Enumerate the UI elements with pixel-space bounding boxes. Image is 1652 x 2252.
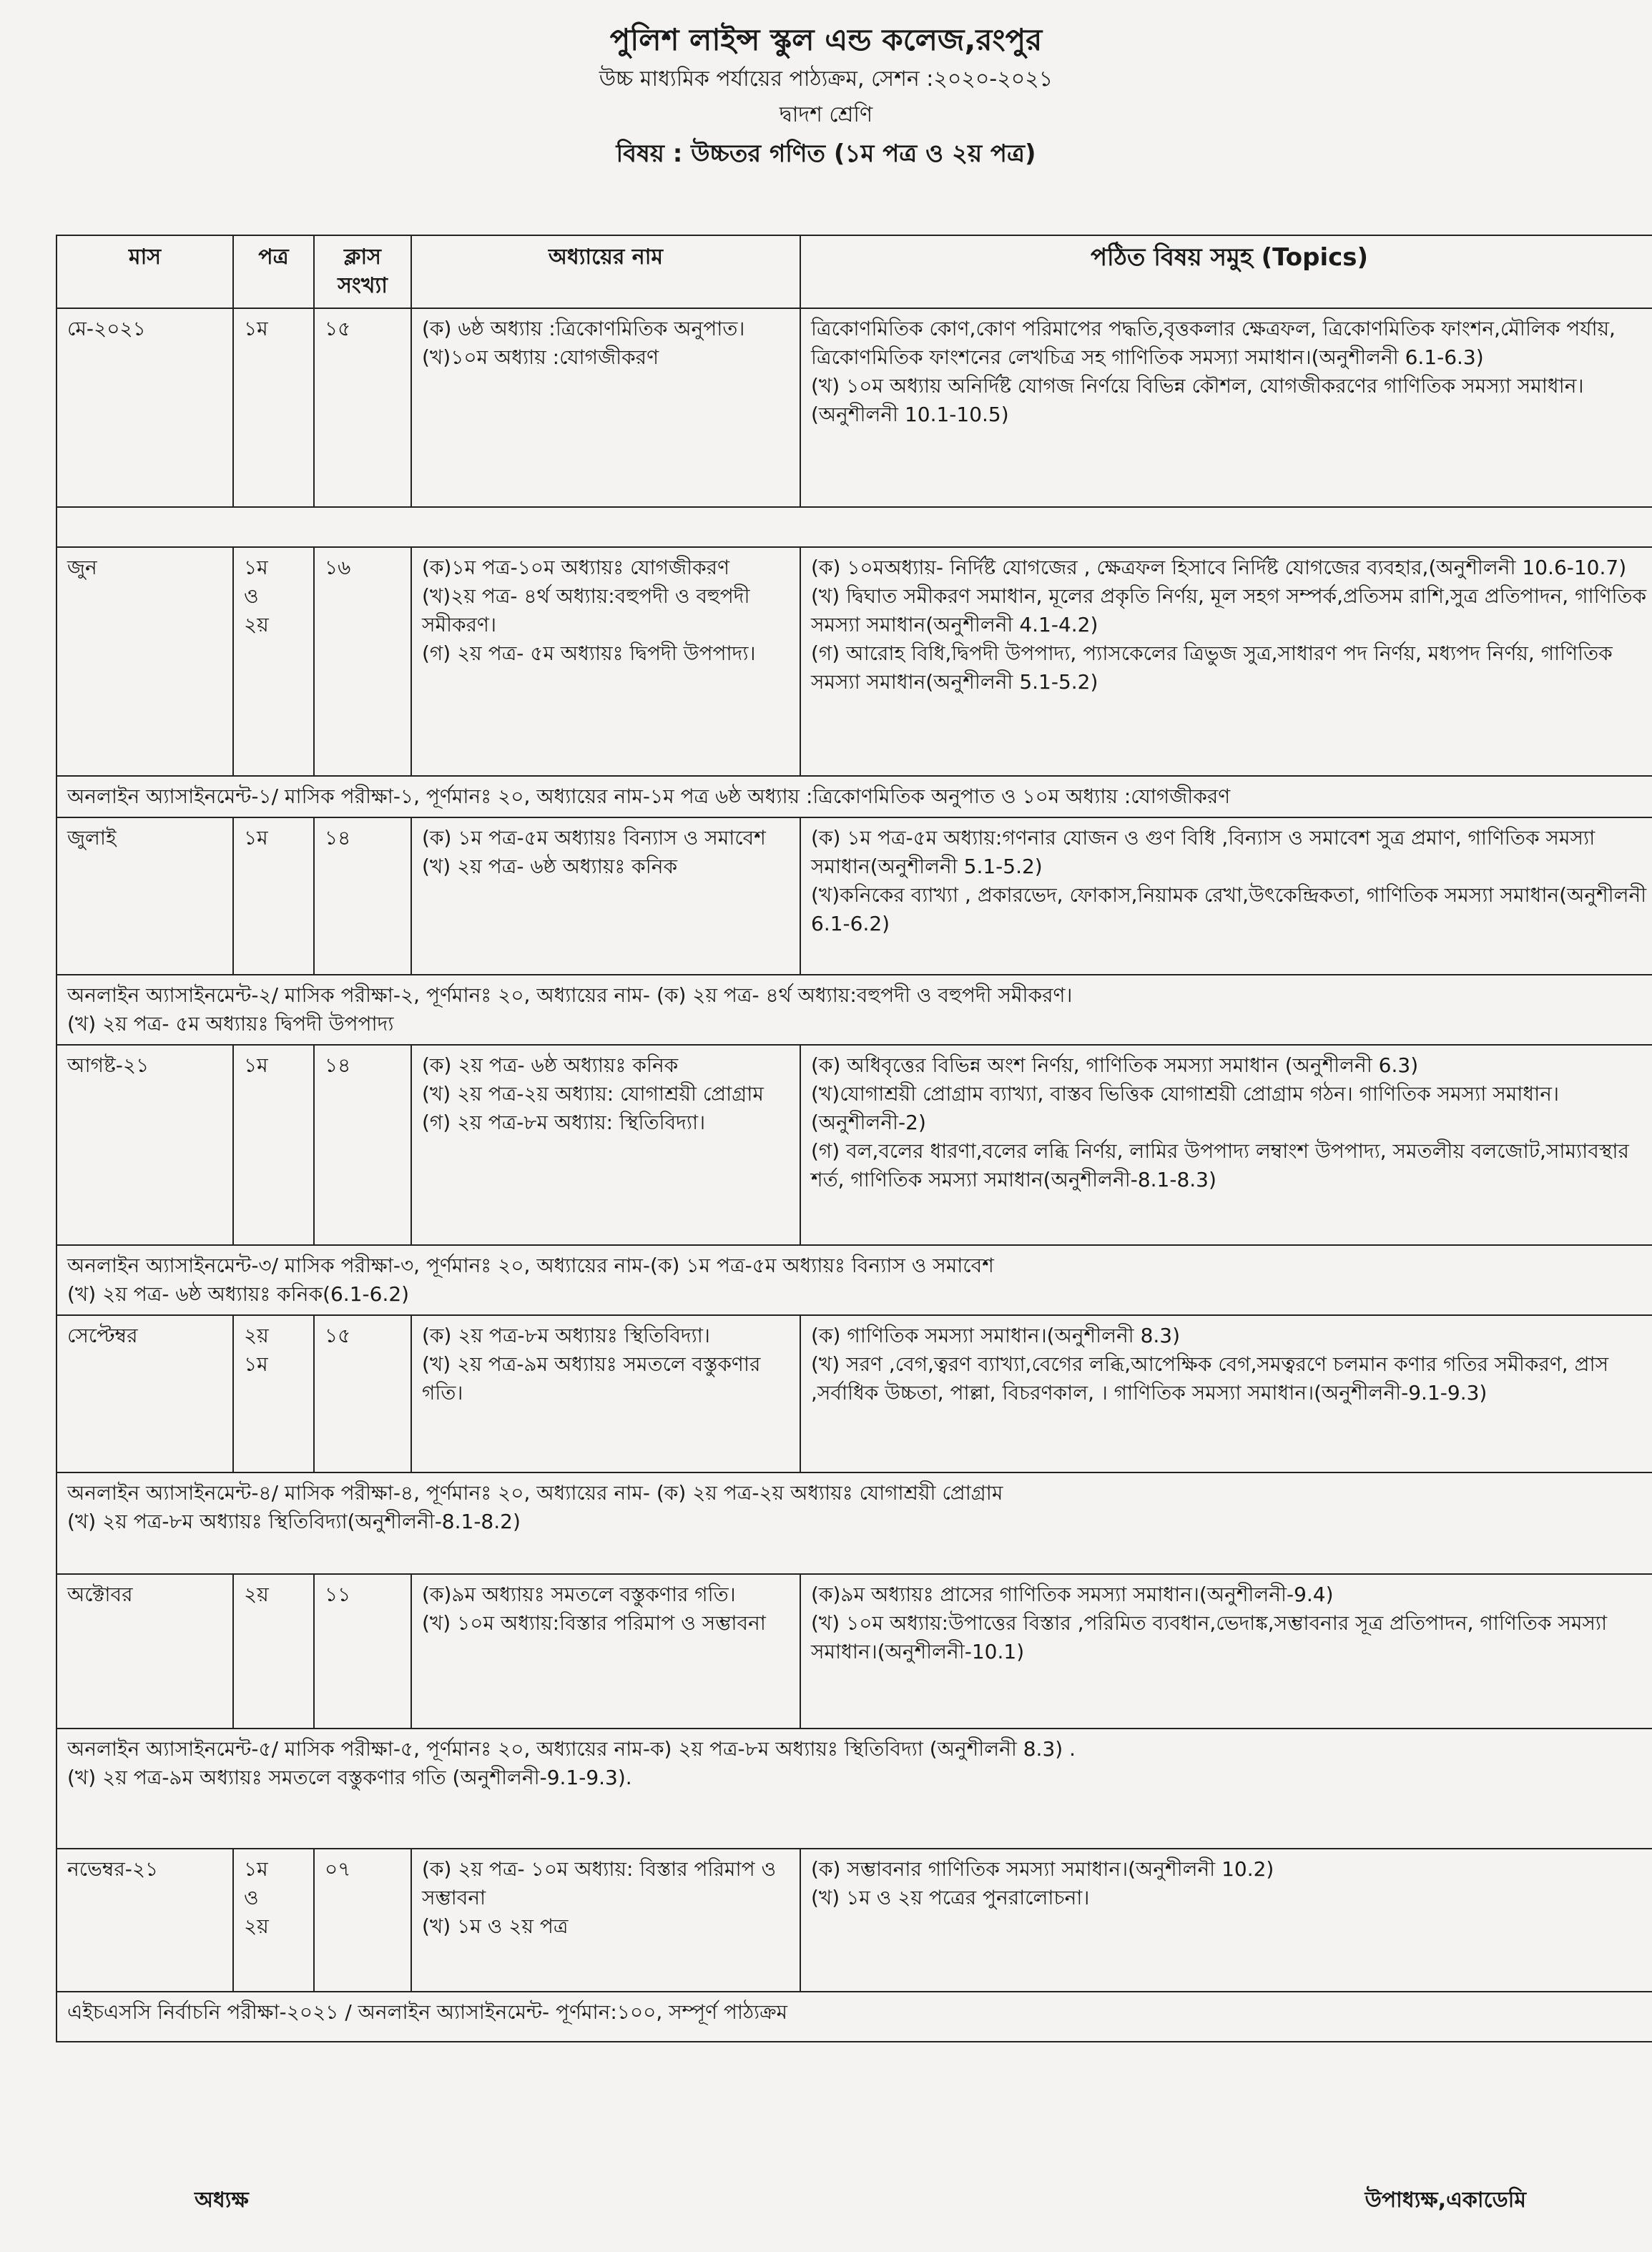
- row-paper: [233, 1315, 314, 1472]
- principal-signature-label: অধ্যক্ষ: [195, 2188, 249, 2213]
- row-paper: [233, 547, 314, 776]
- vice-principal-signature-label: উপাধ্যক্ষ,একাডেমি: [1365, 2188, 1526, 2213]
- col-classes-line1: ক্লাস: [343, 245, 381, 270]
- row-chapter: [411, 1574, 800, 1729]
- assignment-note: [56, 1729, 1652, 1849]
- paper-line: ২য়: [244, 613, 269, 636]
- topic-line: (ক) ১ম পত্র-৫ম অধ্যায়:গণনার যোজন ও গুণ বিধি ,বিন্যাস ও সমাবেশ সুত্র প্রমাণ, গাণিতিক সমস্যা সমাধান(অনুশীলনী 5.1-5.2): [811, 826, 1596, 878]
- row-topics: [800, 547, 1652, 776]
- row-chapter: [411, 817, 800, 975]
- note-line: এইচএসসি নির্বাচনি পরীক্ষা-২০২১ / অনলাইন অ্যাসাইনমেন্ট- পূর্ণমান:১০০, সম্পূর্ণ পাঠ্যক্রম: [67, 2000, 788, 2024]
- topic-line: ত্রিকোণমিতিক কোণ,কোণ পরিমাপের পদ্ধতি,বৃত্তকলার ক্ষেত্রফল, ত্রিকোণমিতিক ফাংশন,মৌলিক পর্যায়, ত্রিকোণমিতিক ফাংশনের লেখচিত্র সহ গাণিতিক সমস্যা সমাধান।(অনুশীলনী 6.1-6.3): [811, 317, 1616, 369]
- assignment-note-row: [56, 776, 1652, 817]
- topic-line: (খ) ১ম ও ২য় পত্রের পুনরালোচনা।: [811, 1886, 1090, 1909]
- row-month: আগষ্ট-২১: [56, 1045, 233, 1245]
- row-chapter: [411, 1849, 800, 1992]
- row-month: জুলাই: [56, 817, 233, 975]
- row-paper: [233, 817, 314, 975]
- topic-line: (ক) অধিবৃত্তের বিভিন্ন অংশ নির্ণয়, গাণিতিক সমস্যা সমাধান (অনুশীলনী 6.3): [811, 1053, 1419, 1077]
- row-topics: [800, 308, 1652, 507]
- col-chapter: অধ্যায়ের নাম: [411, 235, 800, 308]
- col-month: মাস: [56, 235, 233, 308]
- row-classes: ১৬: [314, 547, 411, 776]
- row-month: সেপ্টেম্বর: [56, 1315, 233, 1472]
- chapter-line: (খ) ২য় পত্র-৯ম অধ্যায়ঃ সমতলে বস্তুকণার গতি।: [422, 1352, 761, 1405]
- assignment-note: [56, 1245, 1652, 1315]
- topic-line: (খ) ১০ম অধ্যায়:উপাত্তের বিস্তার ,পরিমিত ব্যবধান,ভেদাঙ্ক,সম্ভাবনার সূত্র প্রতিপাদন, গাণিতিক সমস্যা সমাধান।(অনুশীলনী-10.1): [811, 1611, 1608, 1663]
- paper-line: ও: [244, 584, 259, 608]
- chapter-line: (খ)২য় পত্র- ৪র্থ অধ্যায়:বহুপদী ও বহুপদী সমীকরণ।: [422, 584, 750, 636]
- table-row: [56, 308, 1652, 507]
- assignment-note-row: [56, 1729, 1652, 1849]
- topic-line: (গ) আরোহ বিধি,দ্বিপদী উপপাদ্য, প্যাসকেলের ত্রিভুজ সুত্র,সাধারণ পদ নির্ণয়, মধ্যপদ নির্ণয়, গাণিতিক সমস্যা সমাধান(অনুশীলনী 5.1-5.2): [811, 641, 1613, 694]
- syllabus-table: [56, 235, 1652, 2042]
- chapter-line: (গ) ২য় পত্র- ৫ম অধ্যায়ঃ দ্বিপদী উপপাদ্য।: [422, 641, 756, 665]
- row-topics: [800, 1849, 1652, 1992]
- paper-line: ১ম: [244, 826, 268, 850]
- row-topics: [800, 817, 1652, 975]
- topic-line: (ক) সম্ভাবনার গাণিতিক সমস্যা সমাধান।(অনুশীলনী 10.2): [811, 1857, 1274, 1881]
- row-chapter: [411, 1045, 800, 1245]
- paper-line: ১ম: [244, 317, 268, 340]
- subject-title: বিষয় : উচ্চতর গণিত (১ম পত্র ও ২য় পত্র): [616, 139, 1036, 168]
- topic-line: (খ) ১০ম অধ্যায় অনির্দিষ্ট যোগজ নির্ণয়ে বিভিন্ন কৌশল, যোগজীকরণের গাণিতিক সমস্যা সমাধান।(অনুশীলনী 10.1-10.5): [811, 374, 1584, 426]
- paper-line: ও: [244, 1886, 259, 1909]
- row-month: নভেম্বর-২১: [56, 1849, 233, 1992]
- row-classes: ১৪: [314, 817, 411, 975]
- row-paper: [233, 308, 314, 507]
- topic-line: (গ) বল,বলের ধারণা,বলের লব্ধি নির্ণয়, লামির উপপাদ্য লম্বাংশ উপপাদ্য, সমতলীয় বলজোট,সাম্যাবস্থার শর্ত, গাণিতিক সমস্যা সমাধান(অনুশীলনী-8.1-8.3): [811, 1139, 1629, 1191]
- document-header: [0, 14, 1652, 174]
- chapter-line: (ক) ২য় পত্র- ৬ষ্ঠ অধ্যায়ঃ কনিক: [422, 1053, 679, 1077]
- table-row: [56, 1045, 1652, 1245]
- chapter-line: (খ) ১০ম অধ্যায়:বিস্তার পরিমাপ ও সম্ভাবনা: [422, 1611, 766, 1635]
- topic-line: (ক) গাণিতিক সমস্যা সমাধান।(অনুশীলনী 8.3): [811, 1324, 1181, 1347]
- row-paper: [233, 1045, 314, 1245]
- class-name: দ্বাদশ শ্রেণি: [779, 102, 873, 127]
- chapter-line: (ক) ২য় পত্র-৮ম অধ্যায়ঃ স্থিতিবিদ্যা।: [422, 1324, 710, 1347]
- paper-line: ১ম: [244, 556, 268, 579]
- assignment-note-row: [56, 1245, 1652, 1315]
- topic-line: (ক) ১০মঅধ্যায়- নির্দিষ্ট যোগজের , ক্ষেত্রফল হিসাবে নির্দিষ্ট যোগজের ব্যবহার,(অনুশীলনী 10.6-10.7): [811, 556, 1627, 579]
- paper-line: ২য়: [244, 1914, 269, 1938]
- row-classes: ১১: [314, 1574, 411, 1729]
- note-line: (খ) ২য় পত্র-৯ম অধ্যায়ঃ সমতলে বস্তুকণার গতি (অনুশীলনী-9.1-9.3).: [67, 1766, 632, 1789]
- table-row: [56, 1849, 1652, 1992]
- assignment-note-row: [56, 1472, 1652, 1574]
- note-line: অনলাইন অ্যাসাইনমেন্ট-৩/ মাসিক পরীক্ষা-৩, পূর্ণমানঃ ২০, অধ্যায়ের নাম-(ক) ১ম পত্র-৫ম অধ্যায়ঃ বিন্যাস ও সমাবেশ: [67, 1254, 994, 1277]
- note-line: (খ) ২য় পত্র-৮ম অধ্যায়ঃ স্থিতিবিদ্যা(অনুশীলনী-8.1-8.2): [67, 1510, 521, 1533]
- paper-line: ২য়: [244, 1324, 269, 1347]
- row-topics: [800, 1574, 1652, 1729]
- col-classes: [314, 235, 411, 308]
- assignment-note: [56, 1472, 1652, 1574]
- topic-line: (খ) সরণ ,বেগ,ত্বরণ ব্যাখ্যা,বেগের লব্ধি,আপেক্ষিক বেগ,সমত্বরণে চলমান কণার গতির সমীকরণ, প্রাস ,সর্বাধিক উচ্চতা, পাল্লা, বিচরণকাল, । গাণিতিক সমস্যা সমাধান।(অনুশীলনী-9.1-9.3): [811, 1352, 1609, 1405]
- chapter-line: (ক) ১ম পত্র-৫ম অধ্যায়ঃ বিন্যাস ও সমাবেশ: [422, 826, 766, 850]
- chapter-line: (খ) ২য় পত্র-২য় অধ্যায়: যোগাশ্রয়ী প্রোগ্রাম: [422, 1082, 764, 1106]
- row-topics: [800, 1315, 1652, 1472]
- row-classes: ০৭: [314, 1849, 411, 1992]
- chapter-line: (খ) ১ম ও ২য় পত্র: [422, 1914, 569, 1938]
- school-name: পুলিশ লাইন্স স্কুল এন্ড কলেজ,রংপুর: [609, 22, 1043, 57]
- row-classes: ১৫: [314, 1315, 411, 1472]
- paper-line: ১ম: [244, 1857, 268, 1881]
- row-classes: ১৫: [314, 308, 411, 507]
- topic-line: (খ)যোগাশ্রয়ী প্রোগ্রাম ব্যাখ্যা, বাস্তব ভিত্তিক যোগাশ্রয়ী প্রোগ্রাম গঠন। গাণিতিক সমস্যা সমাধান।(অনুশীলনী-2): [811, 1082, 1559, 1134]
- spacer-row: [56, 507, 1652, 547]
- paper-line: ১ম: [244, 1352, 268, 1376]
- note-line: অনলাইন অ্যাসাইনমেন্ট-১/ মাসিক পরীক্ষা-১, পূর্ণমানঃ ২০, অধ্যায়ের নাম-১ম পত্র ৬ষ্ঠ অধ্যায় :ত্রিকোণমিতিক অনুপাত ও ১০ম অধ্যায় :যোগজীকরণ: [67, 785, 1231, 808]
- chapter-line: (ক)৯ম অধ্যায়ঃ সমতলে বস্তুকণার গতি।: [422, 1583, 736, 1606]
- table-row: [56, 1315, 1652, 1472]
- row-chapter: [411, 1315, 800, 1472]
- final-exam-note-row: [56, 1992, 1652, 2042]
- row-classes: ১৪: [314, 1045, 411, 1245]
- table-header-row: [56, 235, 1652, 308]
- curriculum-session: উচ্চ মাধ্যমিক পর্যায়ের পাঠ্যক্রম, সেশন :২০২০-২০২১: [599, 67, 1053, 92]
- final-exam-note: [56, 1992, 1652, 2042]
- table-row: [56, 817, 1652, 975]
- chapter-line: (খ) ২য় পত্র- ৬ষ্ঠ অধ্যায়ঃ কনিক: [422, 855, 678, 878]
- chapter-line: (ক) ৬ষ্ঠ অধ্যায় :ত্রিকোণমিতিক অনুপাত।: [422, 317, 745, 340]
- table-row: [56, 547, 1652, 776]
- row-paper: [233, 1574, 314, 1729]
- topic-line: (খ) দ্বিঘাত সমীকরণ সমাধান, মূলের প্রকৃতি নির্ণয়, মূল সহগ সম্পর্ক,প্রতিসম রাশি,সুত্র প্রতিপাদন, গাণিতিক সমস্যা সমাধান(অনুশীলনী 4.1-4.2): [811, 584, 1647, 636]
- chapter-line: (ক) ২য় পত্র- ১০ম অধ্যায়: বিস্তার পরিমাপ ও সম্ভাবনা: [422, 1857, 777, 1909]
- chapter-line: (খ)১০ম অধ্যায় :যোগজীকরণ: [422, 345, 659, 369]
- assignment-note: [56, 776, 1652, 817]
- chapter-line: (গ) ২য় পত্র-৮ম অধ্যায়: স্থিতিবিদ্যা।: [422, 1111, 706, 1134]
- col-paper: পত্র: [233, 235, 314, 308]
- note-line: অনলাইন অ্যাসাইনমেন্ট-৫/ মাসিক পরীক্ষা-৫, পূর্ণমানঃ ২০, অধ্যায়ের নাম-ক) ২য় পত্র-৮ম অধ্যায়ঃ স্থিতিবিদ্যা (অনুশীলনী 8.3) .: [67, 1737, 1076, 1761]
- col-classes-line2: সংখ্যা: [338, 273, 388, 298]
- topic-line: (খ)কনিকের ব্যাখ্যা , প্রকারভেদ, ফোকাস,নিয়ামক রেখা,উৎকেন্দ্রিকতা, গাণিতিক সমস্যা সমাধান(অনুশীলনী 6.1-6.2): [811, 883, 1647, 935]
- assignment-note: [56, 975, 1652, 1045]
- col-topics: পঠিত বিষয় সমুহ (Topics): [800, 235, 1652, 308]
- row-paper: [233, 1849, 314, 1992]
- row-month: জুন: [56, 547, 233, 776]
- assignment-note-row: [56, 975, 1652, 1045]
- note-line: অনলাইন অ্যাসাইনমেন্ট-২/ মাসিক পরীক্ষা-২, পূর্ণমানঃ ২০, অধ্যায়ের নাম- (ক) ২য় পত্র- ৪র্থ অধ্যায়:বহুপদী ও বহুপদী সমীকরণ।: [67, 983, 1073, 1007]
- row-chapter: [411, 308, 800, 507]
- topic-line: (ক)৯ম অধ্যায়ঃ প্রাসের গাণিতিক সমস্যা সমাধান।(অনুশীলনী-9.4): [811, 1583, 1334, 1606]
- note-line: (খ) ২য় পত্র- ৬ষ্ঠ অধ্যায়ঃ কনিক(6.1-6.2): [67, 1282, 410, 1306]
- row-month: অক্টোবর: [56, 1574, 233, 1729]
- row-topics: [800, 1045, 1652, 1245]
- row-chapter: [411, 547, 800, 776]
- table-row: [56, 1574, 1652, 1729]
- row-month: মে-২০২১: [56, 308, 233, 507]
- chapter-line: (ক)১ম পত্র-১০ম অধ্যায়ঃ যোগজীকরণ: [422, 556, 730, 579]
- paper-line: ১ম: [244, 1053, 268, 1077]
- note-line: (খ) ২য় পত্র- ৫ম অধ্যায়ঃ দ্বিপদী উপপাদ্য: [67, 1012, 394, 1036]
- paper-line: ২য়: [244, 1583, 269, 1606]
- note-line: অনলাইন অ্যাসাইনমেন্ট-৪/ মাসিক পরীক্ষা-৪, পূর্ণমানঃ ২০, অধ্যায়ের নাম- (ক) ২য় পত্র-২য় অধ্যায়ঃ যোগাশ্রয়ী প্রোগ্রাম: [67, 1481, 1003, 1505]
